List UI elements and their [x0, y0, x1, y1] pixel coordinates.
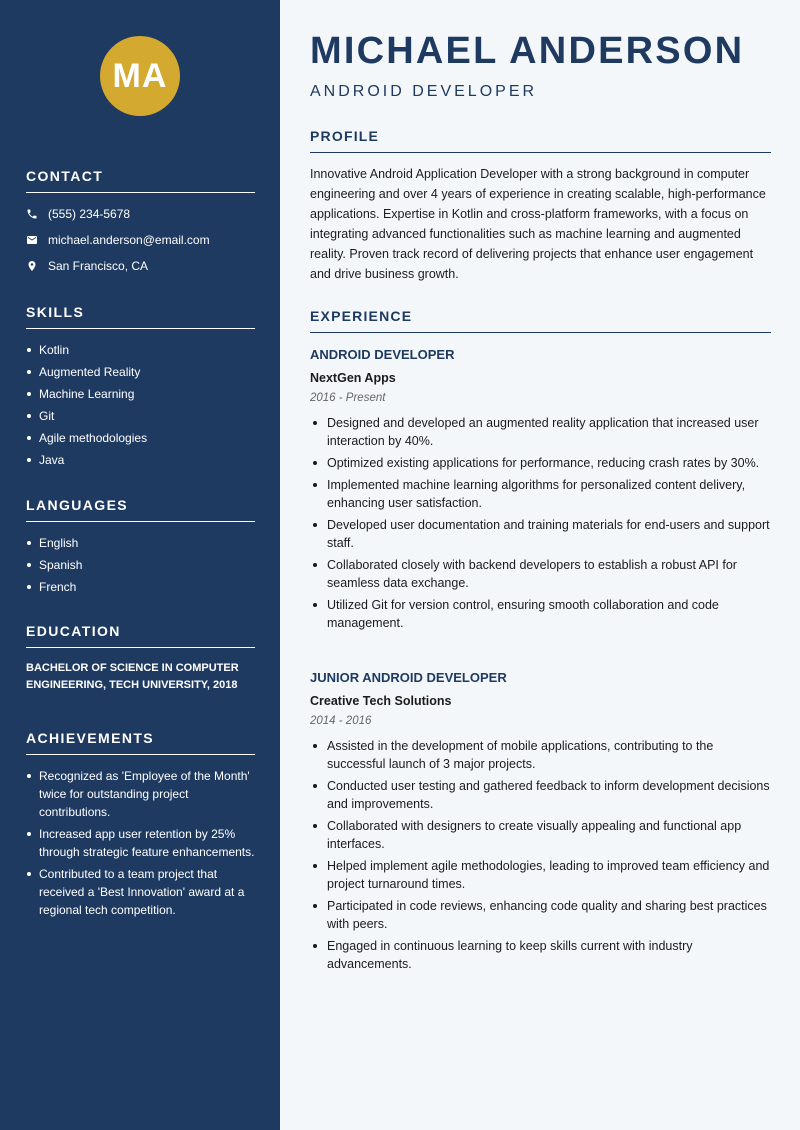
job-bullet: Optimized existing applications for performance, reducing crash rates by 30%. [310, 454, 771, 472]
candidate-name: MICHAEL ANDERSON [310, 30, 745, 72]
skill-item: Kotlin [26, 341, 255, 359]
location-pin-icon [26, 260, 38, 272]
job-bullets [310, 737, 771, 973]
job-bullet: Conducted user testing and gathered feedback to inform development decisions and improvements. [310, 777, 771, 813]
profile-heading: PROFILE [310, 128, 771, 153]
languages-list [26, 534, 255, 596]
job-bullet: Assisted in the development of mobile applications, contributing to the successful launch of 3 major projects. [310, 737, 771, 773]
job-dates: 2014 - 2016 [310, 715, 372, 727]
skills-list [26, 341, 255, 469]
skill-item: Machine Learning [26, 385, 255, 403]
languages-heading: LANGUAGES [26, 497, 255, 522]
achievements-list [26, 767, 255, 919]
contact-location: San Francisco, CA [48, 259, 149, 273]
job-title: JUNIOR ANDROID DEVELOPER [310, 670, 507, 685]
profile-text: Innovative Android Application Developer with a strong background in computer engineering and over 4 years of experience in creating scalable, high-performance applications. Expertise in Kotlin and cross-platform frameworks, with a focus on integrating advanced functionalities such as machine learning and augmented reality. Proven track record of delivering projects that enhance user engagement and drive business growth. [310, 167, 766, 281]
achievement-item: Contributed to a team project that received a 'Best Innovation' award at a regional tech competition. [26, 865, 255, 919]
contact-heading: CONTACT [26, 168, 255, 193]
job-bullet: Utilized Git for version control, ensuring smooth collaboration and code management. [310, 596, 771, 632]
skills-heading: SKILLS [26, 304, 255, 329]
contact-phone-row [26, 205, 255, 223]
job-dates: 2016 - Present [310, 392, 386, 404]
job-company: Creative Tech Solutions [310, 694, 452, 708]
job-company: NextGen Apps [310, 371, 396, 385]
contact-phone: (555) 234-5678 [48, 207, 131, 221]
job-bullet: Participated in code reviews, enhancing code quality and sharing best practices with peers. [310, 897, 771, 933]
experience-entry [310, 670, 771, 977]
experience-heading: EXPERIENCE [310, 308, 771, 333]
skill-item: Agile methodologies [26, 429, 255, 447]
language-item: English [26, 534, 255, 552]
job-title: ANDROID DEVELOPER [310, 347, 455, 362]
job-bullet: Implemented machine learning algorithms for personalized content delivery, enhancing user satisfaction. [310, 476, 771, 512]
languages-section [26, 497, 255, 600]
skill-item: Git [26, 407, 255, 425]
candidate-title: ANDROID DEVELOPER [310, 83, 538, 100]
skill-item: Augmented Reality [26, 363, 255, 381]
contact-location-row [26, 257, 255, 275]
contact-email: michael.anderson@email.com [48, 233, 210, 247]
achievements-heading: ACHIEVEMENTS [26, 730, 255, 755]
achievement-item: Increased app user retention by 25% through strategic feature enhancements. [26, 825, 255, 861]
job-bullet: Developed user documentation and training materials for end-users and support staff. [310, 516, 771, 552]
language-item: Spanish [26, 556, 255, 574]
email-icon [26, 234, 38, 246]
education-degree: BACHELOR OF SCIENCE IN COMPUTER ENGINEERING, TECH UNIVERSITY, 2018 [26, 662, 239, 691]
language-item: French [26, 578, 255, 596]
education-heading: EDUCATION [26, 623, 255, 648]
avatar-initials: MA [100, 36, 180, 116]
skill-item: Java [26, 451, 255, 469]
skills-section [26, 304, 255, 473]
achievements-section [26, 730, 255, 923]
job-bullet: Collaborated with designers to create visually appealing and functional app interfaces. [310, 817, 771, 853]
job-bullet: Engaged in continuous learning to keep skills current with industry advancements. [310, 937, 771, 973]
job-bullet: Collaborated closely with backend developers to establish a robust API for seamless data exchange. [310, 556, 771, 592]
job-bullet: Helped implement agile methodologies, leading to improved team efficiency and project turnaround times. [310, 857, 771, 893]
experience-entry [310, 347, 771, 636]
contact-section [26, 168, 255, 283]
job-bullets [310, 414, 771, 632]
education-section [26, 623, 255, 694]
job-bullet: Designed and developed an augmented reality application that increased user interaction by 40%. [310, 414, 771, 450]
phone-icon [26, 208, 38, 220]
contact-email-row [26, 231, 255, 249]
achievement-item: Recognized as 'Employee of the Month' twice for outstanding project contributions. [26, 767, 255, 821]
sidebar [0, 0, 280, 1130]
